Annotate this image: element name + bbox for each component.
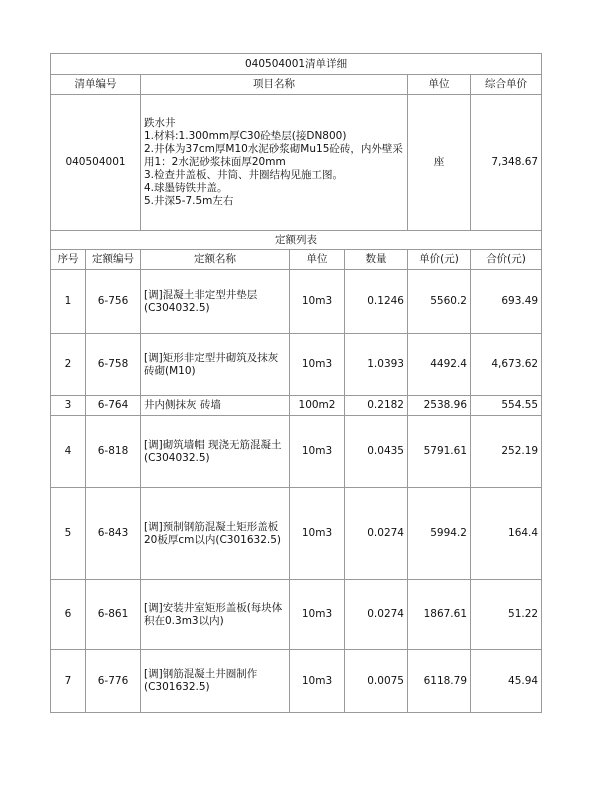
quota-name: 井内侧抹灰 砖墙 (141, 396, 290, 416)
bill-code: 040504001 (51, 95, 141, 231)
quota-total: 252.19 (471, 416, 542, 488)
quota-row (51, 650, 542, 713)
quota-code: 6-764 (86, 396, 141, 416)
quota-unit-price: 1867.61 (408, 580, 471, 650)
quota-seq: 7 (51, 650, 86, 713)
quota-row (51, 416, 542, 488)
quota-unit-price-header: 单价(元) (408, 250, 471, 270)
quota-total: 4,673.62 (471, 334, 542, 396)
quota-row (51, 270, 542, 334)
quota-qty: 0.1246 (345, 270, 408, 334)
quota-code: 6-758 (86, 334, 141, 396)
quota-unit-price: 5994.2 (408, 488, 471, 580)
quota-row (51, 396, 542, 416)
quota-code: 6-843 (86, 488, 141, 580)
quota-name-header: 定额名称 (141, 250, 290, 270)
quota-total: 164.4 (471, 488, 542, 580)
quota-seq: 4 (51, 416, 86, 488)
quota-unit-price: 2538.96 (408, 396, 471, 416)
quota-unit: 10m3 (290, 488, 345, 580)
quota-total: 554.55 (471, 396, 542, 416)
quota-unit: 10m3 (290, 650, 345, 713)
quota-row (51, 580, 542, 650)
quota-qty: 0.0274 (345, 580, 408, 650)
quota-qty: 0.2182 (345, 396, 408, 416)
quota-seq: 2 (51, 334, 86, 396)
quota-seq: 3 (51, 396, 86, 416)
quota-unit-price: 5791.61 (408, 416, 471, 488)
bill-detail-table (50, 53, 542, 713)
quota-seq: 1 (51, 270, 86, 334)
bill-code-header: 清单编号 (51, 75, 141, 95)
quota-unit: 10m3 (290, 416, 345, 488)
bill-price: 7,348.67 (471, 95, 542, 231)
quota-code: 6-776 (86, 650, 141, 713)
quota-qty: 1.0393 (345, 334, 408, 396)
quota-unit: 10m3 (290, 270, 345, 334)
quota-unit-price: 5560.2 (408, 270, 471, 334)
bill-description: 跌水井 1.材料:1.300mm厚C30砼垫层(接DN800) 2.井体为37cm厚M10水泥砂浆砌Mu15砼砖，内外壁采用1：2水泥砂浆抹面厚20mm 3.检查井盖板、井筒、井圈结构见施工图。 4.球墨铸铁井盖。 5.井深5-7.5m左右 (141, 95, 408, 231)
quota-row (51, 488, 542, 580)
quota-total: 693.49 (471, 270, 542, 334)
bill-unit: 座 (408, 95, 471, 231)
quota-total: 45.94 (471, 650, 542, 713)
quota-header-row (51, 250, 542, 270)
quota-code-header: 定额编号 (86, 250, 141, 270)
quota-unit-header: 单位 (290, 250, 345, 270)
quota-seq-header: 序号 (51, 250, 86, 270)
quota-code: 6-756 (86, 270, 141, 334)
quota-qty: 0.0435 (345, 416, 408, 488)
quota-row (51, 334, 542, 396)
quota-name: [调]砌筑墙帽 现浇无筋混凝土(C304032.5) (141, 416, 290, 488)
bill-row (51, 95, 542, 231)
quota-qty: 0.0075 (345, 650, 408, 713)
quota-name: [调]预制钢筋混凝土矩形盖板20板厚cm以内(C301632.5) (141, 488, 290, 580)
quota-unit-price: 6118.79 (408, 650, 471, 713)
quota-qty-header: 数量 (345, 250, 408, 270)
quota-name: [调]钢筋混凝土井圈制作(C301632.5) (141, 650, 290, 713)
quota-code: 6-818 (86, 416, 141, 488)
bill-price-header: 综合单价 (471, 75, 542, 95)
quota-seq: 6 (51, 580, 86, 650)
quota-qty: 0.0274 (345, 488, 408, 580)
table-title: 040504001清单详细 (51, 54, 542, 75)
quota-total-header: 合价(元) (471, 250, 542, 270)
quota-code: 6-861 (86, 580, 141, 650)
quota-name: [调]混凝土非定型井垫层(C304032.5) (141, 270, 290, 334)
bill-unit-header: 单位 (408, 75, 471, 95)
quota-name: [调]安装井室矩形盖板(每块体积在0.3m3以内) (141, 580, 290, 650)
quota-unit: 10m3 (290, 580, 345, 650)
quota-name: [调]矩形非定型井砌筑及抹灰 砖砌(M10) (141, 334, 290, 396)
quota-unit-price: 4492.4 (408, 334, 471, 396)
quota-list-title: 定额列表 (51, 231, 542, 250)
quota-unit: 100m2 (290, 396, 345, 416)
quota-unit: 10m3 (290, 334, 345, 396)
quota-seq: 5 (51, 488, 86, 580)
bill-header-row (51, 75, 542, 95)
quota-total: 51.22 (471, 580, 542, 650)
bill-name-header: 项目名称 (141, 75, 408, 95)
